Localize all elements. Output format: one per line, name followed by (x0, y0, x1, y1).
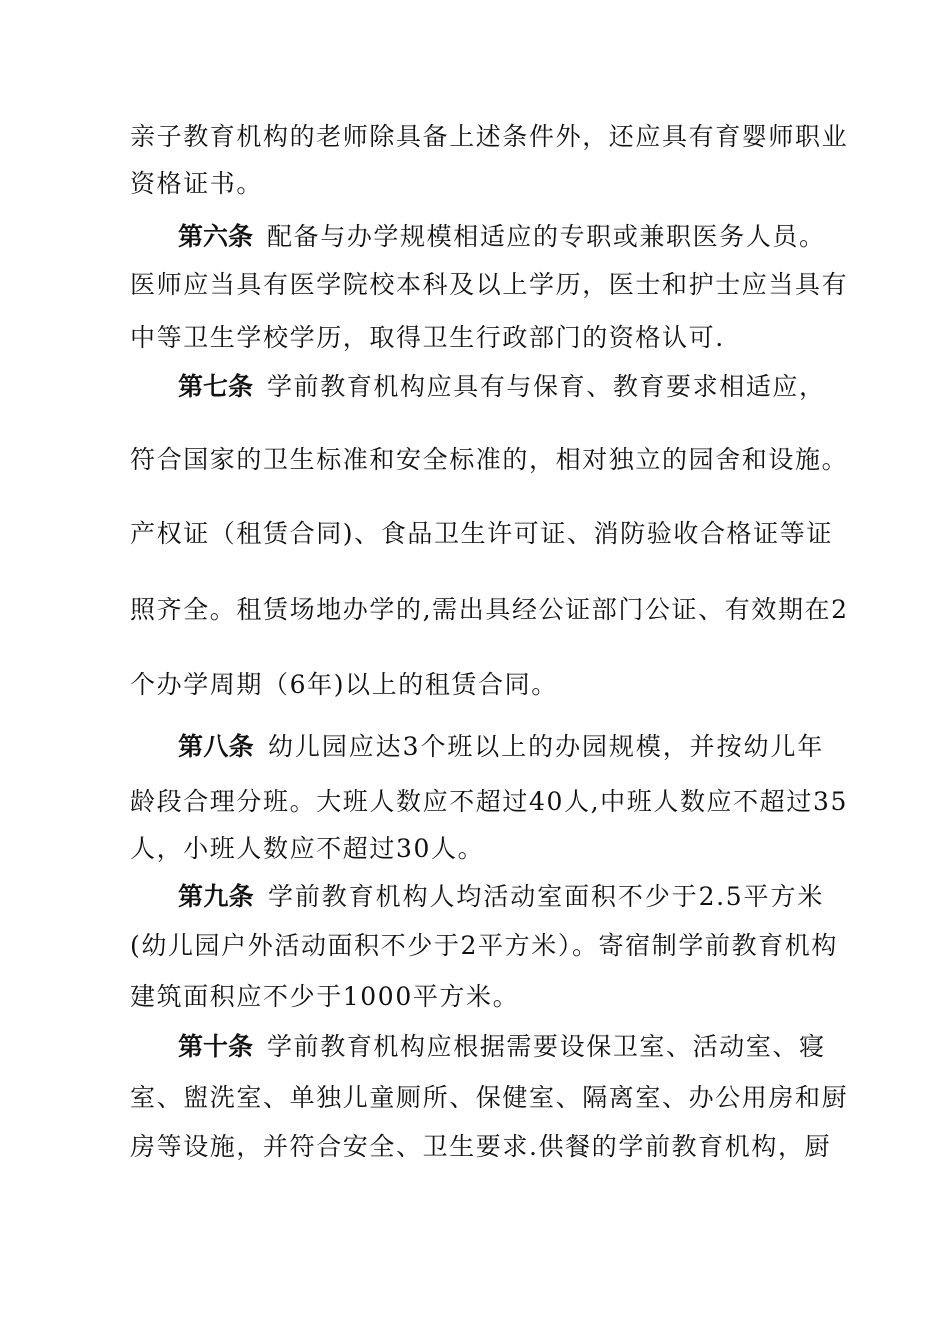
article-label: 第九条 (178, 882, 254, 911)
text-line: 产权证（租赁合同)、食品卫生许可证、消防验收合格证等证 (130, 519, 833, 548)
article-9-heading-line (178, 881, 824, 913)
text-line: 建筑面积应不少于1000平方米。 (130, 982, 520, 1011)
article-label: 第八条 (178, 732, 254, 761)
article-text: 学前教育机构人均活动室面积不少于2.5平方米 (267, 882, 824, 911)
text-line: 照齐全。租赁场地办学的,需出具经公证部门公证、有效期在2 (130, 595, 849, 624)
text-line: 室、盥洗室、单独儿童厕所、保健室、隔离室、办公用房和厨 (130, 1083, 849, 1112)
article-7-heading-line (178, 371, 824, 403)
text-line: 符合国家的卫生标准和安全标准的，相对独立的园舍和设施。 (130, 445, 849, 474)
text-line: 人，小班人数应不超过30人。 (130, 834, 485, 863)
article-text: 学前教育机构应具有与保育、教育要求相适应， (267, 372, 826, 401)
article-8-heading-line (178, 731, 824, 763)
article-text: 幼儿园应达3个班以上的办园规模，并按幼儿年 (267, 732, 824, 761)
article-text: 学前教育机构应根据需要设保卫室、活动室、寝 (267, 1032, 826, 1061)
text-line: 龄段合理分班。大班人数应不超过40人,中班人数应不超过35 (130, 787, 848, 816)
article-10-heading-line (178, 1031, 824, 1063)
text-line: 个办学周期（6年)以上的租赁合同。 (130, 670, 558, 699)
article-6-heading-line (178, 221, 824, 253)
text-line: (幼儿园户外活动面积不少于2平方米）。寄宿制学前教育机构 (130, 931, 838, 960)
text-line: 亲子教育机构的老师除具备上述条件外，还应具有育婴师职业 (130, 122, 849, 151)
text-line: 医师应当具有医学院校本科及以上学历，医士和护士应当具有 (130, 270, 849, 299)
article-label: 第七条 (178, 372, 254, 401)
text-line: 房等设施，并符合安全、卫生要求.供餐的学前教育机构，厨 (130, 1132, 832, 1161)
article-text: 配备与办学规模相适应的专职或兼职医务人员。 (267, 222, 826, 251)
text-line: 资格证书。 (130, 169, 264, 198)
article-label: 第六条 (178, 222, 254, 251)
article-label: 第十条 (178, 1032, 254, 1061)
text-line: 中等卫生学校学历，取得卫生行政部门的资格认可. (130, 323, 725, 352)
